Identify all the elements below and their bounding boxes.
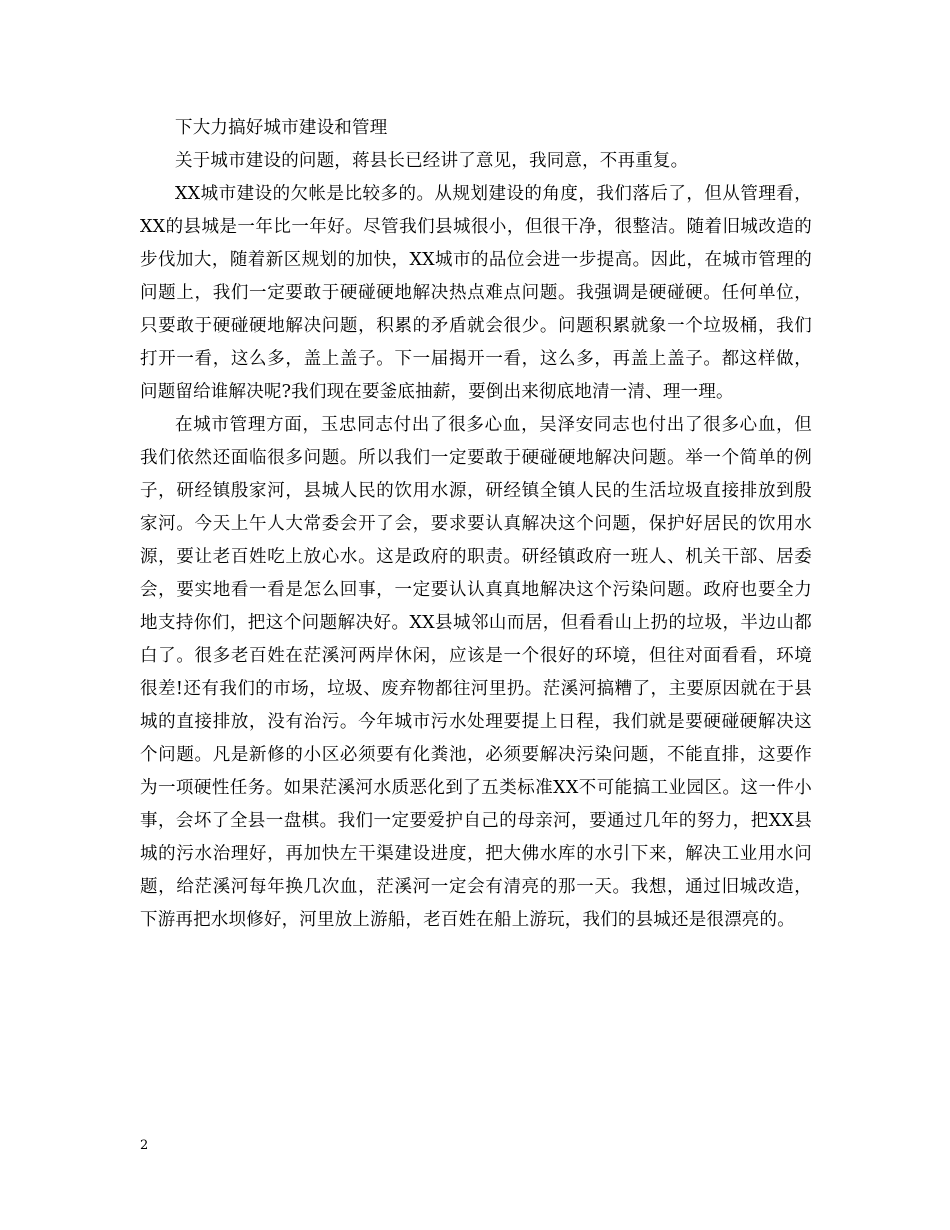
paragraph: 在城市管理方面，玉忠同志付出了很多心血，吴泽安同志也付出了很多心血，但我们依然还面临很多问题。所以我们一定要敢于硬碰硬地解决问题。举一个简单的例子，研经镇殷家河，县城人民的饮用水源，研经镇全镇人民的生活垃圾直接排放到殷家河。今天上午人大常委会开了会，要求要认真解决这个问题，保护好居民的饮用水源，要让老百姓吃上放心水。这是政府的职责。研经镇政府一班人、机关干部、居委会，要实地看一看是怎么回事，一定要认认真真地解决这个污染问题。政府也要全力地支持你们，把这个问题解决好。XX县城邻山而居，但看看山上扔的垃圾，半边山都白了。很多老百姓在茫溪河两岸休闲，应该是一个很好的环境，但往对面看看，环境很差!还有我们的市场，垃圾、废弃物都往河里扔。茫溪河搞糟了，主要原因就在于县城的直接排放，没有治污。今年城市污水处理要提上日程，我们就是要硬碰硬解决这个问题。凡是新修的小区必须要有化粪池，必须要解决污染问题，不能直排，这要作为一项硬性任务。如果茫溪河水质恶化到了五类标准XX不可能搞工业园区。这一件小事，会坏了全县一盘棋。我们一定要爱护自己的母亲河，要通过几年的努力，把XX县城的污水治理好，再加快左干渠建设进度，把大佛水库的水引下来，解决工业用水问题，给茫溪河每年换几次血，茫溪河一定会有清亮的那一天。我想，通过旧城改造，下游再把水坝修好，河里放上游船，老百姓在船上游玩，我们的县城还是很漂亮的。 [140,415,812,930]
paragraph: XX城市建设的欠帐是比较多的。从规划建设的角度，我们落后了，但从管理看，XX的县城是一年比一年好。尽管我们县城很小，但很干净，很整洁。随着旧城改造的步伐加大，随着新区规划的加快，XX城市的品位会进一步提高。因此，在城市管理的问题上，我们一定要敢于硬碰硬地解决热点难点问题。我强调是硬碰硬。任何单位，只要敢于硬碰硬地解决问题，积累的矛盾就会很少。问题积累就象一个垃圾桶，我们打开一看，这么多，盖上盖子。下一届揭开一看，这么多，再盖上盖子。都这样做，问题留给谁解决呢?我们现在要釜底抽薪，要倒出来彻底地清一清、理一理。 [140,184,812,402]
section-heading: 下大力搞好城市建设和管理 [175,118,388,138]
paragraph: 关于城市建设的问题，蒋县长已经讲了意见，我同意，不再重复。 [175,151,689,171]
document-body [140,112,812,937]
page-number: 2 [140,1138,149,1153]
